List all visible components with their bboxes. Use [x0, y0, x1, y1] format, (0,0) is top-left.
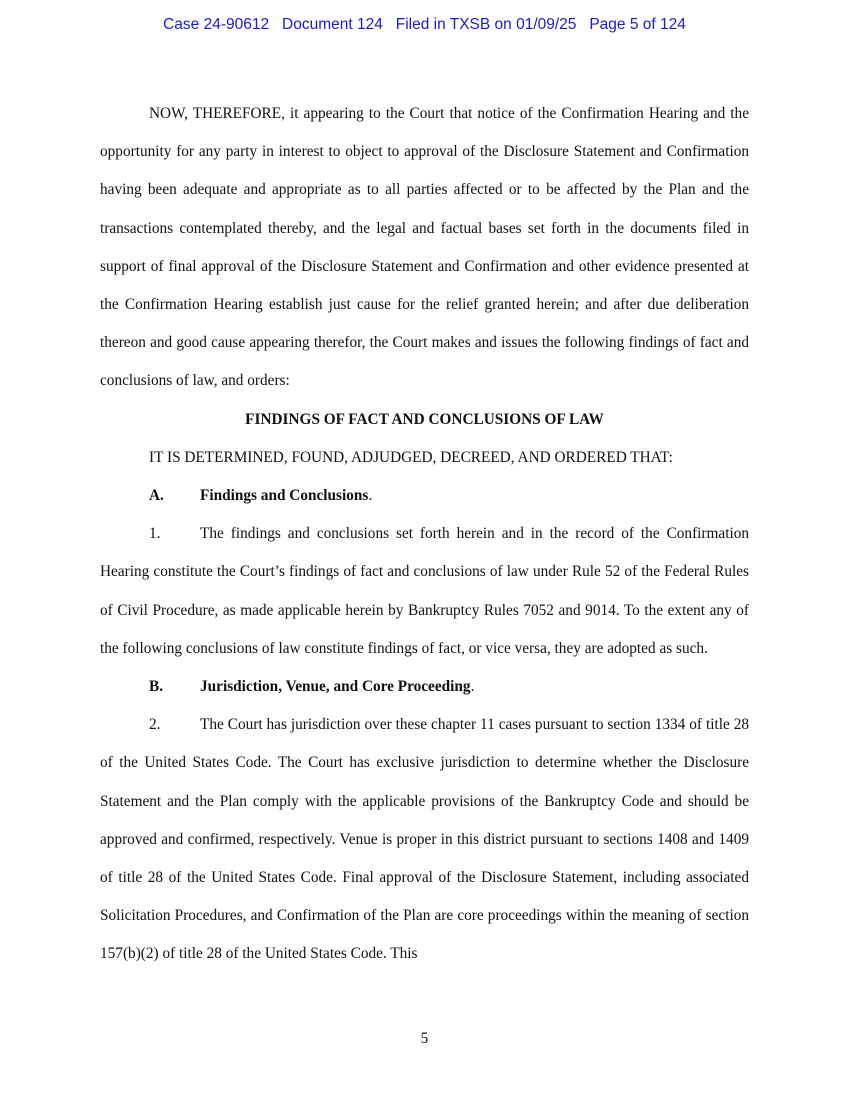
- determination-line: IT IS DETERMINED, FOUND, ADJUDGED, DECREED, AND ORDERED THAT:: [149, 448, 673, 466]
- intro-paragraph: NOW, THEREFORE, it appearing to the Court that notice of the Confirmation Hearing and the opportunity for any party in interest to object to approval of the Disclosure Statement and Confirmation having been adequate and appropriate as to all parties affected or to be affected by the Plan and the transactions contemplated thereby, and the legal and factual bases set forth in the documents filed in support of final approval of the Disclosure Statement and Confirmation and other evidence presented at the Confirmation Hearing establish just cause for the relief granted herein; and after due deliberation thereon and good cause appearing therefor, the Court makes and issues the following findings of fact and conclusions of law, and orders:: [100, 105, 749, 390]
- section-letter: B.: [149, 678, 164, 696]
- paragraph-text: The Court has jurisdiction over these chapter 11 cases pursuant to section 1334 of title 28 of the United States Code. The Court has exclusive jurisdiction to determine whether the Disclosure Statement and the Plan comply with the applicable provisions of the Bankruptcy Code and should be approved and confirmed, respectively. Venue is proper in this district pursuant to sections 1408 and 1409 of title 28 of the United States Code. Final approval of the Disclosure Statement, including associated Solicitation Procedures, and Confirmation of the Plan are core proceedings within the meaning of section 157(b)(2) of title 28 of the United States Code. This: [100, 716, 749, 963]
- numbered-paragraph-2: [100, 706, 749, 973]
- page-number: 5: [420, 1030, 429, 1047]
- court-filing-stamp: Case 24-90612 Document 124 Filed in TXSB on 01/09/25 Page 5 of 124: [163, 16, 686, 33]
- paragraph-number: 1.: [149, 525, 161, 543]
- section-title-period: .: [470, 678, 475, 696]
- section-heading-b: [100, 668, 749, 706]
- document-body: [100, 95, 749, 974]
- numbered-paragraph-1: [100, 515, 749, 668]
- section-title: Jurisdiction, Venue, and Core Proceeding: [200, 678, 471, 696]
- paragraph-number: 2.: [149, 716, 161, 734]
- section-title-period: .: [368, 487, 373, 505]
- section-title: Findings and Conclusions: [200, 487, 369, 505]
- paragraph-text: The findings and conclusions set forth herein and in the record of the Confirmation Hearing constitute the Court’s findings of fact and conclusions of law under Rule 52 of the Federal Rules of Civil Procedure, as made applicable herein by Bankruptcy Rules 7052 and 9014. To the extent any of the following conclusions of law constitute findings of fact, or vice versa, they are adopted as such.: [100, 525, 749, 657]
- section-heading-a: [100, 477, 749, 515]
- section-letter: A.: [149, 487, 164, 505]
- findings-heading: FINDINGS OF FACT AND CONCLUSIONS OF LAW: [245, 410, 604, 428]
